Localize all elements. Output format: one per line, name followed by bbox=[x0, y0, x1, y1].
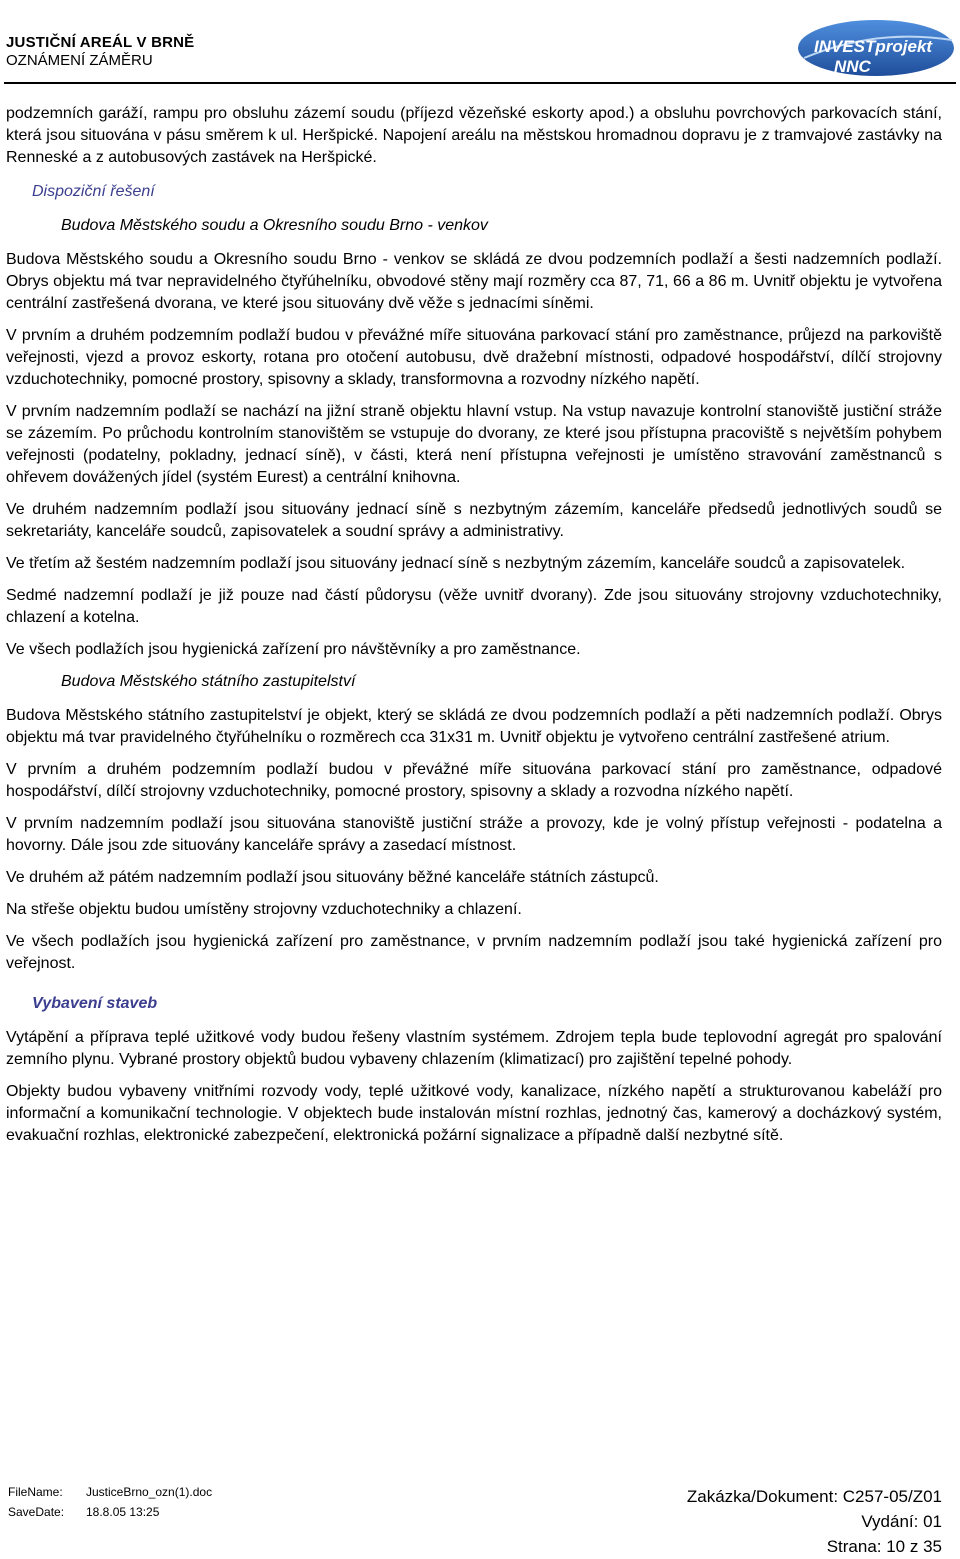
section-heading-dispozicni: Dispoziční řešení bbox=[32, 183, 155, 200]
zakazka-dokument: Zakázka/Dokument: C257-05/Z01 bbox=[686, 1487, 942, 1506]
document-body bbox=[6, 103, 942, 1157]
paragraph: V prvním a druhém podzemním podlaží budou v převážné míře situována parkovací stání pro zaměstnance, průjezd na parkoviště veřejnosti, vjezd a provoz eskorty, rotana pro otočení autobusu, dvě dražební místnosti, odpadové hospodářství, dílčí strojovny vzduchotechniky, pomocné prostory, spisovny a sklady, transformovna a rozvodny nízkého napětí. bbox=[6, 327, 942, 388]
paragraph: Sedmé nadzemní podlaží je již pouze nad částí půdorysu (věže uvnitř dvorany). Zde jsou situovány strojovny vzduchotechniky, chlazení a kotelna. bbox=[6, 587, 942, 626]
paragraph: Ve třetím až šestém nadzemním podlaží jsou situovány jednací síně s nezbytným zázemím, kanceláře soudců a zapisovatelek. bbox=[6, 555, 906, 572]
savedate-label: SaveDate: bbox=[8, 1505, 65, 1519]
paragraph: V prvním a druhém podzemním podlaží budou v převážné míře situována parkovací stání pro zaměstnance, odpadové hospodářství, dílčí strojovny vzduchotechniky, pomocné prostory, spisovny a sklady a rozvodna nízkého napětí. bbox=[6, 761, 942, 800]
subsection-heading-statni-zastupitelstvi: Budova Městského státního zastupitelství bbox=[61, 673, 356, 690]
paragraph: podzemních garáží, rampu pro obsluhu zázemí soudu (příjezd vězeňské eskorty apod.) a obsluhu povrchových parkovacích stání, která jsou situována v pásu směrem k ul. Heršpické. Napojení areálu na městskou hromadnou dopravu je z tramvajové zastávky na Renneské a z autobusových zastávek na Heršpické. bbox=[6, 105, 942, 166]
paragraph: Ve druhém nadzemním podlaží jsou situovány jednací síně s nezbytným zázemím, kanceláře předsedů jednotlivých soudů se sekretariáty, kanceláře soudců, zapisovatelek a soudní správy a administrativy. bbox=[6, 501, 942, 540]
subsection-heading-mestsky-soud: Budova Městského soudu a Okresního soudu Brno - venkov bbox=[61, 217, 488, 234]
svg-text:NNC: NNC bbox=[834, 57, 871, 76]
paragraph: V prvním nadzemním podlaží jsou situována stanoviště justiční stráže a provozy, kde je volný přístup veřejnosti - podatelna a hovorny. Dále jsou zde situovány kanceláře správy a zasedací místnost. bbox=[6, 815, 942, 854]
paragraph: Vytápění a příprava teplé užitkové vody budou řešeny vlastním systémem. Zdrojem tepla bude teplovodní agregát pro spalování zemního plynu. Vybrané prostory objektů budou vybaveny chlazením (klimatizací) pro zajištění tepelné pohody. bbox=[6, 1029, 942, 1068]
header-title: JUSTIČNÍ AREÁL V BRNĚ bbox=[6, 34, 195, 51]
header-subtitle: OZNÁMENÍ ZÁMĚRU bbox=[6, 52, 153, 69]
paragraph: Ve všech podlažích jsou hygienická zařízení pro návštěvníky a pro zaměstnance. bbox=[6, 641, 581, 658]
section-heading-vybaveni: Vybavení staveb bbox=[32, 995, 158, 1012]
footer-doc-info bbox=[687, 1484, 942, 1559]
paragraph: Budova Městského státního zastupitelství je objekt, který se skládá ze dvou podzemních podlaží a pěti nadzemních podlaží. Obrys objektu má tvar pravidelného čtyřúhelníku o rozměrech cca 31x31 m. Uvnitř objektu je vytvořeno centrální zastřešené atrium. bbox=[6, 707, 942, 746]
footer-file-info bbox=[8, 1482, 212, 1522]
header-divider bbox=[4, 82, 956, 84]
paragraph: Na střeše objektu budou umístěny strojovny vzduchotechniky a chlazení. bbox=[6, 901, 522, 918]
paragraph: Objekty budou vybaveny vnitřními rozvody vody, teplé užitkové vody, kanalizace, nízkého napětí a strukturovanou kabeláží pro informační a komunikační technologie. V objektech bude instalován místní rozhlas, jednotný čas, kamerový a docházkový systém, evakuační rozhlas, elektronické zabezpečení, elektronická požární signalizace a případně další nezbytné sítě. bbox=[6, 1083, 942, 1144]
vydani: Vydání: 01 bbox=[861, 1512, 942, 1531]
filename-label: FileName: bbox=[8, 1485, 63, 1499]
filename-value: JusticeBrno_ozn(1).doc bbox=[86, 1485, 213, 1499]
page-number: Strana: 10 z 35 bbox=[826, 1537, 942, 1556]
svg-text:INVESTprojekt: INVESTprojekt bbox=[814, 37, 933, 56]
investprojekt-logo bbox=[790, 18, 956, 80]
paragraph: Budova Městského soudu a Okresního soudu Brno - venkov se skládá ze dvou podzemních podlaží a šesti nadzemních podlaží. Obrys objektu má tvar nepravidelného čtyřúhelníku, obvodové stěny mají rozměry cca 87, 71, 66 a 86 m. Uvnitř objektu je vytvořena centrální zastřešená dvorana, ve které jsou situovány dvě věže s jednacími síněmi. bbox=[6, 251, 942, 312]
paragraph: V prvním nadzemním podlaží se nachází na jižní straně objektu hlavní vstup. Na vstup navazuje kontrolní stanoviště justiční stráže se zázemím. Po průchodu kontrolním stanovištěm se vstupuje do dvorany, ze které jsou přístupna pracoviště s největším pohybem veřejnosti (podatelny, pokladny, jednací síně), v části, která není přístupna veřejnosti je umístěno stravování zaměstnanců s ohřevem dovážených jídel (systém Eurest) a centrální knihovna. bbox=[6, 403, 942, 486]
paragraph: Ve všech podlažích jsou hygienická zařízení pro zaměstnance, v prvním nadzemním podlaží jsou také hygienická zařízení pro veřejnost. bbox=[6, 933, 942, 972]
page-header bbox=[6, 34, 194, 70]
savedate-value: 18.8.05 13:25 bbox=[86, 1505, 160, 1519]
paragraph: Ve druhém až pátém nadzemním podlaží jsou situovány běžné kanceláře státních zástupců. bbox=[6, 869, 659, 886]
